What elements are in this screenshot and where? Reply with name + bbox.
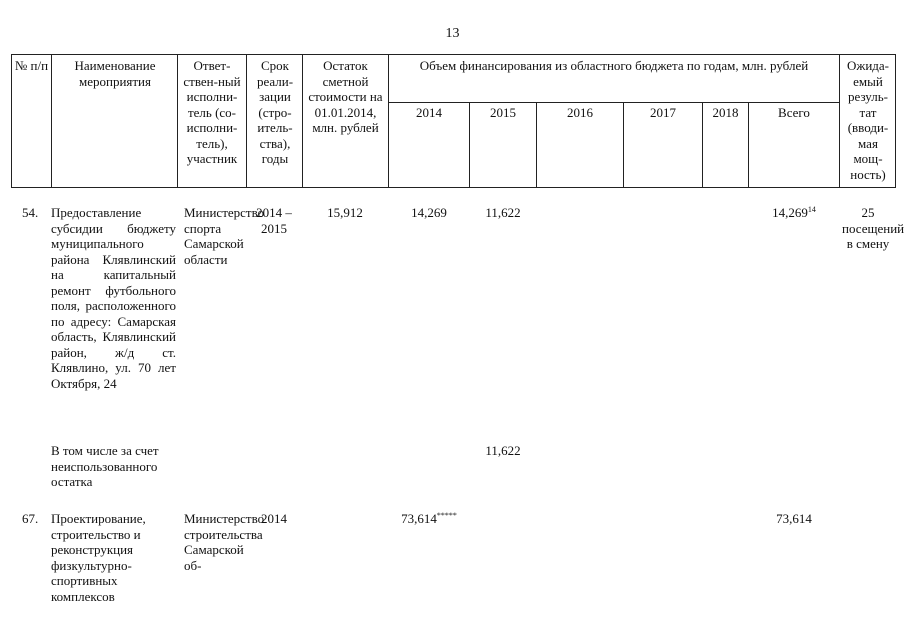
header-funding: Объем финансирования из областного бюджета по годам, млн. рублей [419, 58, 809, 73]
header-term: Срок реали-зации (стро-итель-ства), годы [256, 58, 294, 166]
header-num: № п/п [14, 58, 49, 73]
header-name: Наименование мероприятия [74, 58, 156, 89]
header-balance: Остаток сметной стоимости на 01.01.2014, млн. рублей [308, 58, 383, 135]
header-year-2015: 2015 [490, 105, 516, 120]
header-year-2018: 2018 [712, 105, 739, 120]
row-number: 54. [22, 205, 39, 220]
row-name: В том числе за счет неиспользованного остатка [51, 443, 159, 489]
row-2014: 14,269 [411, 205, 447, 220]
row-2014-value: 73,614 [401, 511, 437, 526]
page-number: 13 [445, 26, 460, 41]
row-total [749, 205, 839, 221]
row-term: 2014 [261, 511, 287, 526]
row-2014 [389, 511, 469, 527]
header-total: Всего [778, 105, 810, 120]
footnote-marker: 14 [807, 205, 816, 214]
row-responsible: Министерство спорта Самарской области [184, 205, 265, 267]
row-total-value: 14,269 [772, 205, 808, 220]
row-result: 25 посещений в смену [842, 205, 905, 251]
header-responsible: Ответ-ствен-ный исполни-тель (со-исполни-тель), участник [183, 58, 241, 166]
row-2015: 11,622 [485, 443, 521, 458]
header-result: Ожида-емый резуль-тат (вводи-мая мощ-ность) [846, 58, 890, 182]
row-name: Предоставление субсидии бюджету муниципального района Клявлинский на капитальный ремонт футбольного поля, расположенного по адресу: Самарская область, Клявлинский район, ж/д ст. Клявлино, ул. 70 лет Октября, 24 [51, 205, 176, 391]
row-name: Проектирование, строительство и реконструкция физкультурно-спортивных комплексов [51, 511, 146, 604]
row-term: 2014 – 2015 [256, 205, 292, 236]
row-2015: 11,622 [485, 205, 521, 220]
header-year-2017: 2017 [650, 105, 676, 120]
row-responsible: Министерство строительства Самарской об- [184, 511, 265, 573]
row-number: 67. [22, 511, 39, 526]
footnote-marker: ***** [436, 511, 457, 520]
row-total: 73,614 [776, 511, 812, 526]
header-year-2014: 2014 [416, 105, 442, 120]
header-year-2016: 2016 [567, 105, 593, 120]
row-balance: 15,912 [327, 205, 363, 220]
